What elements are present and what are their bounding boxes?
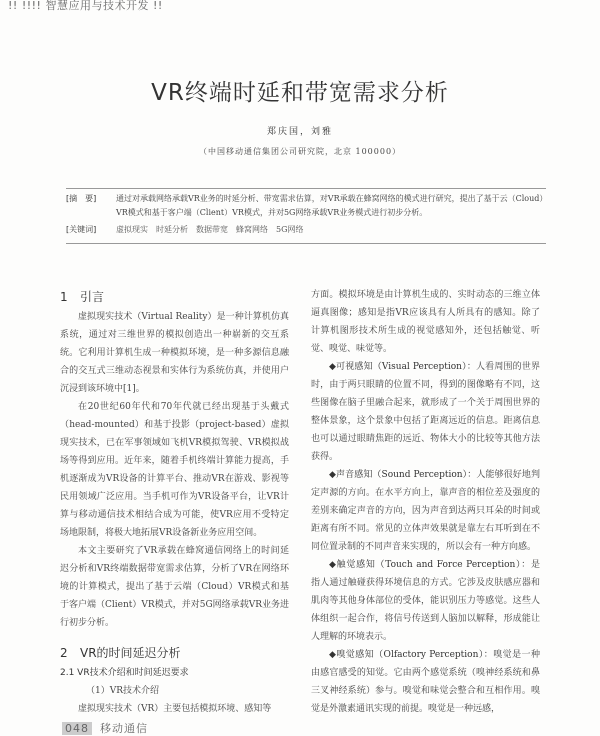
paper-title: VR终端时延和带宽需求分析 <box>151 80 449 106</box>
section-title: VR的时间延迟分析 <box>80 646 181 660</box>
section-1-heading <box>60 286 289 308</box>
subsubsection-heading: （1）VR技术介绍 <box>86 686 160 696</box>
bullet-title: ◆触觉感知（Touch and Force Perception） <box>329 560 522 570</box>
paragraph: 本文主要研究了VR承载在蜂窝通信网络上的时间延迟分析和VR终端数据带宽需求估算，分析了VR在网络环境的计算模式，提出了基于云端（Cloud）VR模式和基于客户端（Client）VR模式，并对5G网络承载VR业务进行初步分析。 <box>60 546 289 628</box>
paragraph: 虚拟现实技术（Virtual Reality）是一种计算机仿真系统，通过对三维世界的模拟创造出一种崭新的交互系统。它利用计算机生成一种模拟环境，是一种多源信息融合的交互式三维动态视景和实体行为系统仿真，并使用户沉浸到该环境中[1]。 <box>60 312 289 394</box>
bullet-text: ：是指人通过触碰获得环境信息的方式。它涉及皮肤感应器和肌肉等其他身体部位的受体，能识别压力等感觉。这些人体组织一起合作，将信号传送到人脑加以解释，形成能让人理解的环境表示。 <box>311 560 540 642</box>
bullet-item <box>311 556 540 646</box>
bullet-text: ：嗅觉是一种由感官感受的知觉。它由两个感觉系统（嗅神经系统和鼻三叉神经系统）参与。嗅觉和味觉会整合和互相作用。嗅觉是外激素通讯实现的前提。嗅觉是一种远感， <box>311 650 540 714</box>
bullet-item <box>311 466 540 556</box>
left-column <box>60 286 289 718</box>
authors: 郑庆国，刘雅 <box>266 127 333 137</box>
paragraph: 方面。模拟环境是由计算机生成的、实时动态的三维立体逼真图像；感知是指VR应该具有人所具有的感知。除了计算机图形技术所生成的视觉感知外，还包括触觉、听觉、嗅觉、味觉等。 <box>311 290 540 354</box>
bullet-text: ：人看周围的世界时，由于两只眼睛的位置不同，得到的图像略有不同，这些图像在脑子里融合起来，就形成了一个关于周围世界的整体景象，这个景象中包括了距离远近的信息。距离信息也可以通过眼睛焦距的远近、物体大小的比较等其他方法获得。 <box>311 362 540 462</box>
running-head: !! !!!! 智慧应用与技术开发 !! <box>8 0 163 12</box>
journal-name: 移动通信 <box>100 722 148 735</box>
bullet-item <box>311 646 540 718</box>
right-column <box>311 286 540 718</box>
page-number: 048 <box>62 722 92 735</box>
page-footer <box>62 720 148 736</box>
abstract-text: 通过对承载网络承载VR业务的时延分析、带宽需求估算，对VR承载在蜂窝网络的模式进行研究，提出了基于云（Cloud）VR模式和基于客户端（Client）VR模式，并对5G网络承载VR业务模式进行初步分析。 <box>116 194 544 217</box>
abstract-box <box>66 188 546 244</box>
bullet-item <box>311 358 540 466</box>
keywords-label: [关键词] <box>66 225 97 234</box>
keywords-text: 虚拟现实 时延分析 数据带宽 蜂窝网络 5G网络 <box>116 225 304 234</box>
section-2-heading <box>60 642 289 664</box>
bullet-title: ◆声音感知（Sound Perception） <box>329 470 468 480</box>
paragraph: 虚拟现实技术（VR）主要包括模拟环境、感知等 <box>78 704 272 714</box>
abstract-label: [摘 要] <box>66 194 97 203</box>
subsection-heading: 2.1 VR技术介绍和时间延迟要求 <box>60 668 189 678</box>
section-title: 引言 <box>80 290 105 304</box>
section-number: 1 <box>60 290 68 304</box>
paragraph: 在20世纪60年代和70年代就已经出现基于头戴式（head-mounted）和基于投影（project-based）虚拟现实技术，已在军事领域如飞机VR模拟驾驶、VR模拟战场等得到应用。近年来，随着手机终端计算能力提高，手机逐渐成为VR设备的计算平台、推动VR在游戏、影视等民用领域广泛应用。当手机可作为VR设备平台，让VR计算与移动通信技术相结合成为可能，使VR应用不受特定场地限制，将极大地拓展VR设备新业务应用空间。 <box>60 402 289 538</box>
section-number: 2 <box>60 646 68 660</box>
bullet-title: ◆嗅觉感知（Olfactory Perception） <box>329 650 484 660</box>
bullet-text: ：人能够很好地判定声源的方向。在水平方向上，靠声音的相位差及强度的差别来确定声音的方向，因为声音到达两只耳朵的时间或距离有所不同。常见的立体声效果就是靠左右耳听到在不同位置录制的不同声音来实现的，所以会有一种方向感。 <box>311 470 540 552</box>
bullet-title: ◆可视感知（Visual Perception） <box>329 362 467 372</box>
affiliation: （中国移动通信集团公司研究院，北京 100000） <box>198 147 402 156</box>
